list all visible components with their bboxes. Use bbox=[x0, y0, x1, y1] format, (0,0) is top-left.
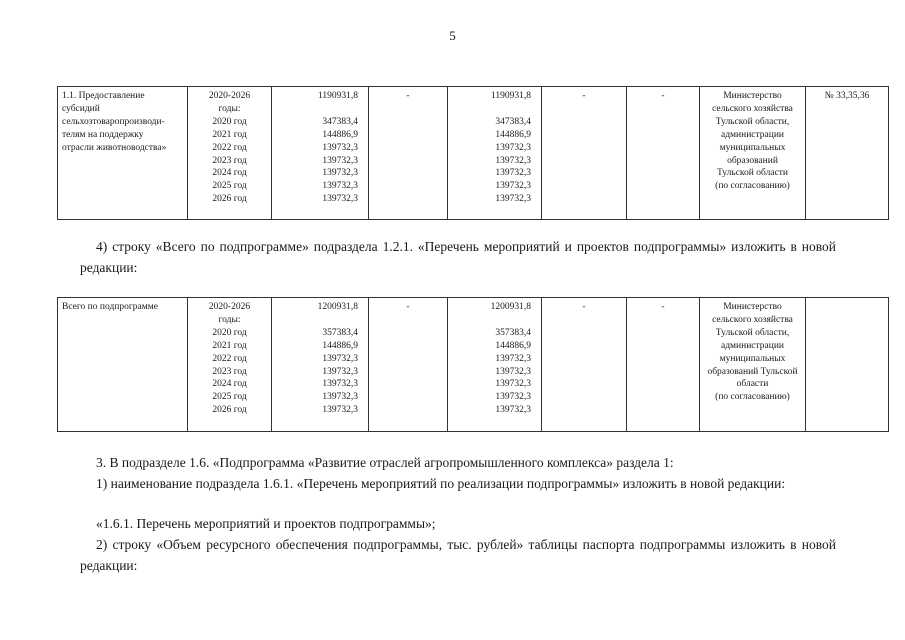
executor-line: муниципальных bbox=[719, 142, 786, 153]
regional-value bbox=[452, 103, 531, 116]
table-row bbox=[58, 298, 889, 432]
period-line: 2021 год bbox=[212, 340, 247, 351]
period-line: годы: bbox=[218, 314, 241, 325]
executor-line: сельского хозяйства bbox=[712, 103, 793, 114]
regional-value: 139732,3 bbox=[495, 392, 531, 403]
executor-line: администрации bbox=[720, 129, 785, 140]
period-line: 2025 год bbox=[212, 392, 247, 403]
total-value: 139732,3 bbox=[322, 379, 358, 390]
paragraph-section-3: 3. В подразделе 1.6. «Подпрограмма «Развитие отраслей агропромышленного комплекса» раздела 1: bbox=[96, 455, 674, 470]
executor-line: образований Тульской bbox=[707, 366, 798, 377]
total-value: 144886,9 bbox=[322, 340, 358, 351]
regional-value: 357383,4 bbox=[495, 327, 531, 338]
extrabudget-cell: - bbox=[627, 298, 700, 432]
paragraph-new-title: «1.6.1. Перечень мероприятий и проектов подпрограммы»; bbox=[96, 516, 436, 531]
executor-line: (по согласованию) bbox=[715, 392, 790, 403]
executor-line: Министерство bbox=[723, 91, 782, 101]
total-cell bbox=[272, 298, 369, 432]
period-line: 2024 год bbox=[212, 168, 247, 179]
local-budget-cell: - bbox=[542, 87, 627, 220]
total-value: 347383,4 bbox=[322, 116, 358, 127]
measures-table-row-1-1 bbox=[57, 86, 889, 220]
period-line: 2025 год bbox=[212, 181, 247, 192]
regional-value: 144886,9 bbox=[495, 340, 531, 351]
paragraph-item-4: 4) строку «Всего по подпрограмме» подраздела 1.2.1. «Перечень мероприятий и проектов подпрограммы» изложить в новой редакции: bbox=[80, 239, 836, 275]
regional-value: 139732,3 bbox=[495, 405, 531, 416]
measure-name-line: сельхозтоваропроизводи- bbox=[62, 116, 165, 127]
regional-value: 139732,3 bbox=[495, 366, 531, 377]
executor-line: Тульской области bbox=[716, 168, 789, 179]
period-line: 2020 год bbox=[212, 116, 247, 127]
period-cell bbox=[188, 87, 272, 220]
regional-budget-cell bbox=[448, 298, 542, 432]
regional-value: 347383,4 bbox=[495, 116, 531, 127]
total-value: 1190931,8 bbox=[317, 91, 358, 101]
period-line: годы: bbox=[218, 103, 241, 114]
page-number: 5 bbox=[449, 28, 456, 43]
total-value: 139732,3 bbox=[322, 155, 358, 166]
executor-line: Тульской области, bbox=[715, 116, 790, 127]
executor-line: муниципальных bbox=[719, 353, 786, 364]
period-line: 2024 год bbox=[212, 379, 247, 390]
executor-cell bbox=[700, 87, 806, 220]
result-cell: № 33,35,36 bbox=[806, 87, 889, 220]
regional-budget-cell bbox=[448, 87, 542, 220]
executor-cell bbox=[700, 298, 806, 432]
regional-value: 139732,3 bbox=[495, 168, 531, 179]
total-value: 139732,3 bbox=[322, 181, 358, 192]
period-line: 2022 год bbox=[212, 142, 247, 153]
executor-line: (по согласованию) bbox=[715, 181, 790, 192]
regional-value: 1200931,8 bbox=[490, 302, 531, 312]
executor-line: Тульской области, bbox=[715, 327, 790, 338]
measure-name-line: отрасли животноводства» bbox=[62, 142, 167, 153]
total-value: 139732,3 bbox=[322, 142, 358, 153]
regional-value: 139732,3 bbox=[495, 353, 531, 364]
total-value: 357383,4 bbox=[322, 327, 358, 338]
total-value: 139732,3 bbox=[322, 405, 358, 416]
period-line: 2020 год bbox=[212, 327, 247, 338]
local-budget-cell: - bbox=[542, 298, 627, 432]
total-value: 139732,3 bbox=[322, 353, 358, 364]
period-line: 2020-2026 bbox=[208, 91, 251, 101]
table-row bbox=[58, 87, 889, 220]
executor-line: сельского хозяйства bbox=[712, 314, 793, 325]
period-line: 2022 год bbox=[212, 353, 247, 364]
total-value: 144886,9 bbox=[322, 129, 358, 140]
period-line: 2023 год bbox=[212, 366, 247, 377]
measure-name-line: телям на поддержку bbox=[62, 129, 144, 140]
federal-budget-cell: - bbox=[369, 298, 448, 432]
measure-name-cell bbox=[58, 87, 188, 220]
measure-name-line: субсидий bbox=[62, 103, 100, 114]
total-value bbox=[276, 103, 358, 116]
paragraph-item-2: 2) строку «Объем ресурсного обеспечения подпрограммы, тыс. рублей» таблицы паспорта подпрограммы изложить в новой редакции: bbox=[80, 537, 836, 573]
regional-value: 144886,9 bbox=[495, 129, 531, 140]
result-cell bbox=[806, 298, 889, 432]
total-value: 139732,3 bbox=[322, 392, 358, 403]
total-value: 139732,3 bbox=[322, 168, 358, 179]
measure-name-line: 1.1. Предоставление bbox=[62, 91, 145, 101]
total-cell bbox=[272, 87, 369, 220]
regional-value: 139732,3 bbox=[495, 155, 531, 166]
regional-value: 139732,3 bbox=[495, 379, 531, 390]
executor-line: образований bbox=[727, 155, 778, 166]
period-line: 2020-2026 bbox=[208, 302, 251, 312]
total-value bbox=[276, 314, 358, 327]
period-line: 2026 год bbox=[212, 194, 247, 205]
measures-table-total bbox=[57, 297, 889, 432]
total-value: 139732,3 bbox=[322, 194, 358, 205]
total-value: 139732,3 bbox=[322, 366, 358, 377]
regional-value: 139732,3 bbox=[495, 194, 531, 205]
period-line: 2023 год bbox=[212, 155, 247, 166]
regional-value: 139732,3 bbox=[495, 142, 531, 153]
regional-value bbox=[452, 314, 531, 327]
measure-name-cell: Всего по подпрограмме bbox=[58, 298, 188, 432]
total-value: 1200931,8 bbox=[317, 302, 358, 312]
federal-budget-cell: - bbox=[369, 87, 448, 220]
executor-line: области bbox=[736, 379, 769, 390]
paragraph-item-1: 1) наименование подраздела 1.6.1. «Перечень мероприятий по реализации подпрограммы» изложить в новой редакции: bbox=[96, 476, 786, 491]
period-line: 2026 год bbox=[212, 405, 247, 416]
regional-value: 1190931,8 bbox=[490, 91, 531, 101]
period-cell bbox=[188, 298, 272, 432]
executor-line: Министерство bbox=[723, 302, 782, 312]
period-line: 2021 год bbox=[212, 129, 247, 140]
regional-value: 139732,3 bbox=[495, 181, 531, 192]
executor-line: администрации bbox=[720, 340, 785, 351]
extrabudget-cell: - bbox=[627, 87, 700, 220]
